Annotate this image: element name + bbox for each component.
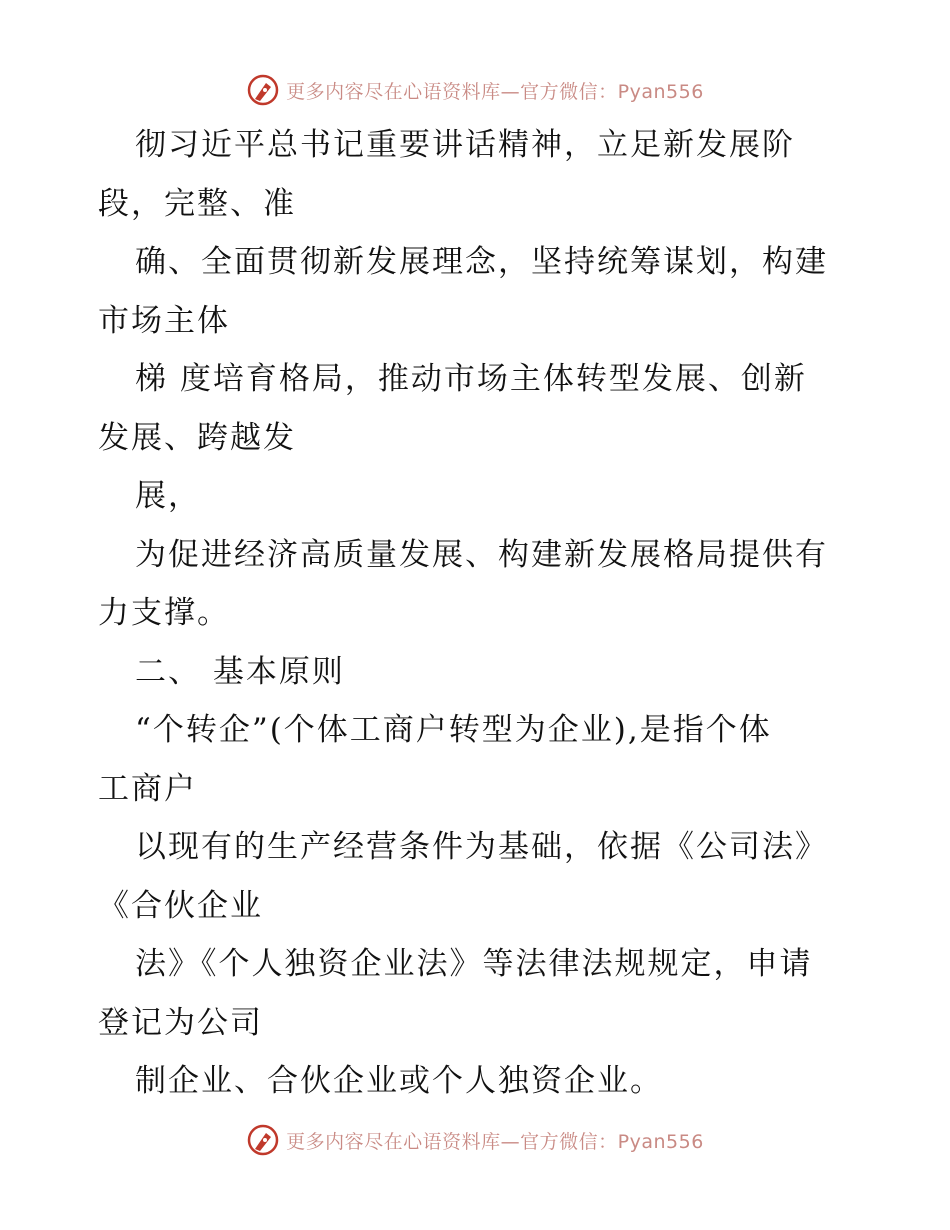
section-heading: 二、 基本原则 xyxy=(135,653,345,690)
text-line: “个转企”(个体工商户转型为企业),是指个体 xyxy=(135,712,772,748)
footer-watermark xyxy=(0,1120,950,1160)
text-line: 确、全面贯彻新发展理念，坚持统筹谋划，构建 xyxy=(135,244,828,280)
text-line: 市场主体 xyxy=(98,302,230,339)
text-line: 法》《个人独资企业法》等法律法规规定，申请 xyxy=(135,946,813,982)
text-line: 制企业、合伙企业或个人独资企业。 xyxy=(135,1063,663,1099)
text-line: 为促进经济高质量发展、构建新发展格局提供有 xyxy=(135,536,828,573)
header-watermark xyxy=(0,70,950,110)
text-line: 发展、跨越发 xyxy=(98,419,296,456)
text-line: 登记为公司 xyxy=(98,1004,263,1041)
header-watermark-text: 更多内容尽在心语资料库—官方微信：Pyan556 xyxy=(286,80,704,103)
footer-watermark-text: 更多内容尽在心语资料库—官方微信：Pyan556 xyxy=(286,1130,704,1153)
document-body xyxy=(98,116,858,1111)
pen-nib-logo-icon xyxy=(246,1123,280,1157)
text-line: 工商户 xyxy=(98,770,197,807)
text-line: 段，完整、准 xyxy=(98,185,296,222)
text-line: 力支撑。 xyxy=(98,595,230,631)
text-line: 彻习近平总书记重要讲话精神，立足新发展阶 xyxy=(135,127,795,163)
text-line: 展， xyxy=(135,478,201,514)
text-line: 梯 度培育格局，推动市场主体转型发展、创新 xyxy=(135,361,807,397)
text-line: 《合伙企业 xyxy=(98,887,263,924)
text-line: 以现有的生产经营条件为基础，依据《公司法》 xyxy=(135,829,828,865)
pen-nib-logo-icon xyxy=(246,73,280,107)
